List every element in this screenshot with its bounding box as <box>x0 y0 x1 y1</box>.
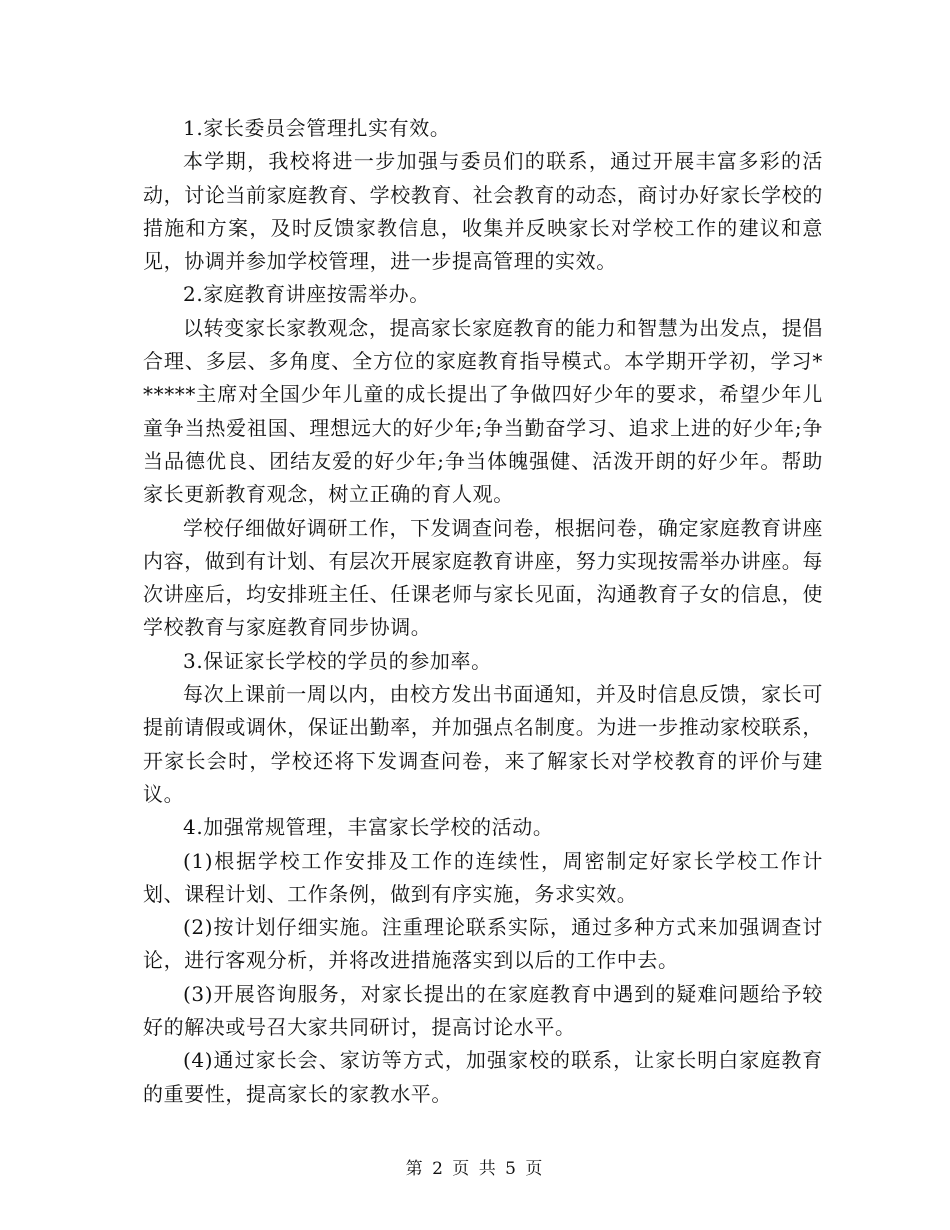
paragraph-attendance-details: 每次上课前一周以内，由校方发出书面通知，并及时信息反馈，家长可提前请假或调休，保证出勤率，并加强点名制度。为进一步推动家校联系，开家长会时，学校还将下发调查问卷，来了解家长对学校教育的评价与建议。 <box>143 682 823 806</box>
paragraph-lecture-research: 学校仔细做好调研工作，下发调查问卷，根据问卷，确定家庭教育讲座内容，做到有计划、有层次开展家庭教育讲座，努力实现按需举办讲座。每次讲座后，均安排班主任、任课老师与家长见面，沟通教育子女的信息，使学校教育与家庭教育同步协调。 <box>143 515 823 640</box>
paragraph-committee-details: 本学期，我校将进一步加强与委员们的联系，通过开展丰富多彩的活动，讨论当前家庭教育、学校教育、社会教育的动态，商讨办好家长学校的措施和方案，及时反馈家教信息，收集并反映家长对学校工作的建议和意见，协调并参加学校管理，进一步提高管理的实效。 <box>143 149 823 274</box>
heading-family-lectures: 2.家庭教育讲座按需举办。 <box>183 282 430 307</box>
paragraph-guidance-model: 以转变家长家教观念，提高家长家庭教育的能力和智慧为出发点，提倡合理、多层、多角度、全方位的家庭教育指导模式。本学期开学初，学习******主席对全国少年儿童的成长提出了争做四好少年的要求，希望少年儿童争当热爱祖国、理想远大的好少年;争当勤奋学习、追求上进的好少年;争当品德优良、团结友爱的好少年;争当体魄强健、活泼开朗的好少年。帮助家长更新教育观念，树立正确的育人观。 <box>143 315 823 507</box>
list-item-4: (4)通过家长会、家访等方式，加强家校的联系，让家长明白家庭教育的重要性，提高家长的家教水平。 <box>143 1048 823 1106</box>
heading-attendance-rate: 3.保证家长学校的学员的参加率。 <box>183 648 492 673</box>
list-item-1: (1)根据学校工作安排及工作的连续性，周密制定好家长学校工作计划、课程计划、工作条例，做到有序实施，务求实效。 <box>143 848 823 906</box>
heading-routine-management: 4.加强常规管理，丰富家长学校的活动。 <box>183 815 554 840</box>
list-item-2: (2)按计划仔细实施。注重理论联系实际，通过多种方式来加强调查讨论，进行客观分析，并将改进措施落实到以后的工作中去。 <box>143 915 823 973</box>
heading-committee-management: 1.家长委员会管理扎实有效。 <box>183 116 451 140</box>
page-number-footer: 第 2 页 共 5 页 <box>405 1159 545 1179</box>
document-body <box>143 112 823 1111</box>
list-item-3: (3)开展咨询服务，对家长提出的在家庭教育中遇到的疑难问题给予较好的解决或号召大家共同研讨，提高讨论水平。 <box>143 981 823 1040</box>
